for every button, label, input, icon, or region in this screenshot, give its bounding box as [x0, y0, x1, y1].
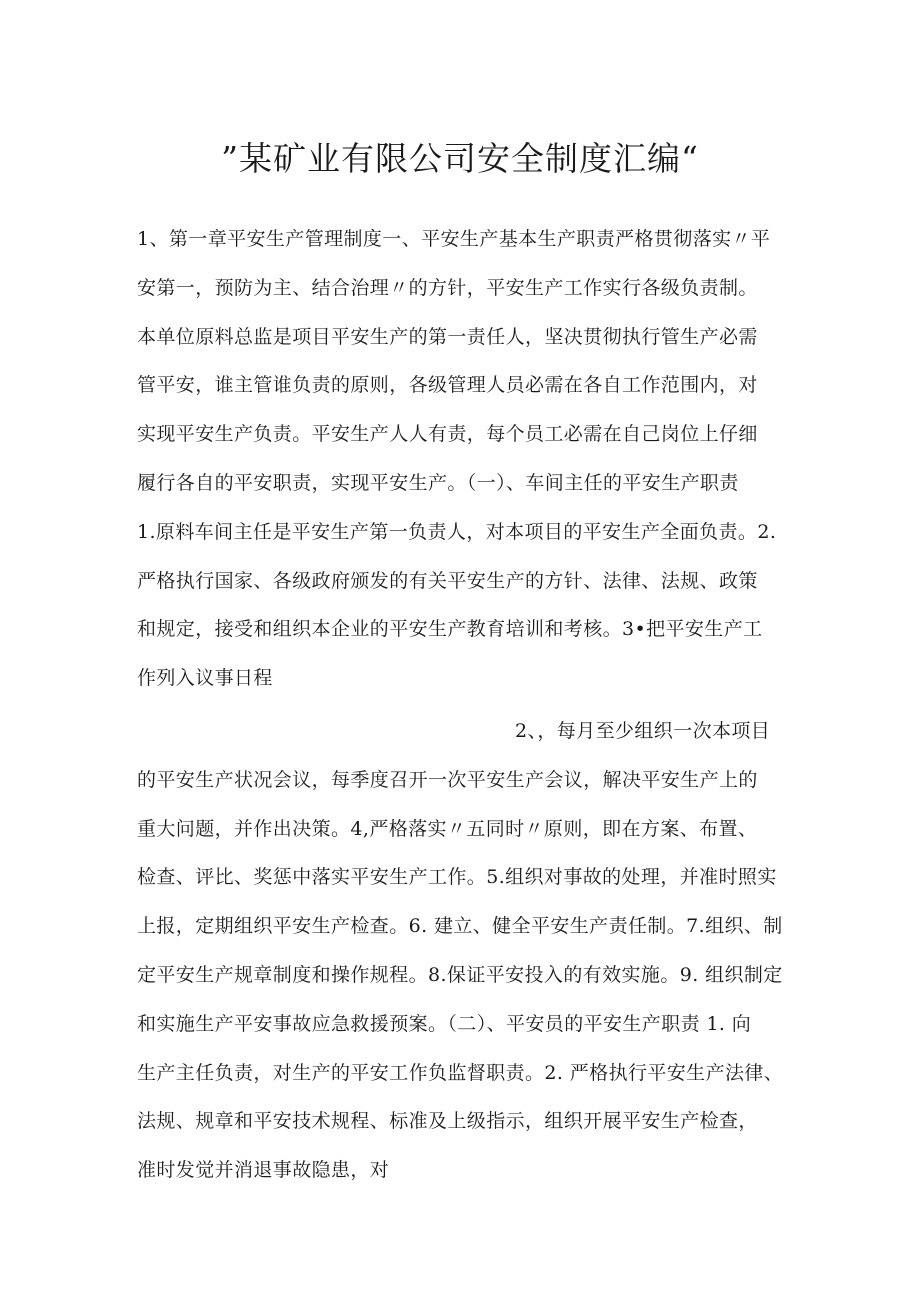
section-start-line: 2、，每月至少组织一次本项目 — [515, 719, 771, 742]
paragraph-line: 准时发觉并消退事故隐患，对 — [137, 1159, 390, 1182]
paragraph-line: 生产主任负责，对生产的平安工作负监督职责。2. 严格执行平安生产法律、 — [137, 1061, 784, 1084]
paragraph-line: 法规、规章和平安技术规程、标准及上级指示，组织开展平安生产检查， — [137, 1110, 758, 1133]
paragraph-line: 和规定，接受和组织本企业的平安生产教育培训和考核。3•把平安生产工 — [137, 618, 763, 641]
paragraph-line: 和实施生产平安事故应急救援预案。（二）、平安员的平安生产职责 1. 向 — [137, 1012, 752, 1035]
paragraph-line: 定平安生产规章制度和操作规程。8.保证平安投入的有效实施。9. 组织制定 — [137, 963, 783, 986]
paragraph-line: 本单位原料总监是项目平安生产的第一责任人，坚决贯彻执行管生产必需 — [137, 325, 758, 348]
paragraph-line: 上报，定期组织平安生产检查。6. 建立、健全平安生产责任制。7.组织、制 — [137, 915, 783, 938]
paragraph-line: 履行各自的平安职责，实现平安生产。（一）、车间主任的平安生产职责 — [137, 471, 739, 494]
paragraph-line: 1.原料车间主任是平安生产第一负责人，对本项目的平安生产全面负责。2. — [137, 520, 777, 543]
document-title: ”某矿业有限公司安全制度汇编“ — [221, 139, 699, 178]
paragraph-line: 的平安生产状况会议，每季度召开一次平安生产会议，解决平安生产上的 — [137, 768, 758, 791]
paragraph-line: 重大问题，并作出决策。4,严格落实〃五同时〃原则，即在方案、布置、 — [137, 817, 758, 840]
paragraph-line: 安第一，预防为主、结合治理〃的方针，平安生产工作实行各级负责制。 — [137, 276, 758, 299]
paragraph-line: 作列入议事日程 — [137, 667, 273, 690]
paragraph-line: 管平安，谁主管谁负责的原则，各级管理人员必需在各自工作范围内，对 — [137, 374, 758, 397]
paragraph-line: 实现平安生产负责。平安生产人人有责，每个员工必需在自己岗位上仔细 — [137, 423, 758, 446]
document-body — [137, 215, 817, 1195]
paragraph-line: 1、第一章平安生产管理制度一、平安生产基本生产职责严格贯彻落实〃平 — [137, 228, 771, 250]
paragraph-line: 严格执行国家、各级政府颁发的有关平安生产的方针、法律、法规、政策 — [137, 569, 758, 592]
paragraph-line: 检查、评比、奖惩中落实平安生产工作。5.组织对事故的处理，并准时照实 — [137, 866, 777, 889]
